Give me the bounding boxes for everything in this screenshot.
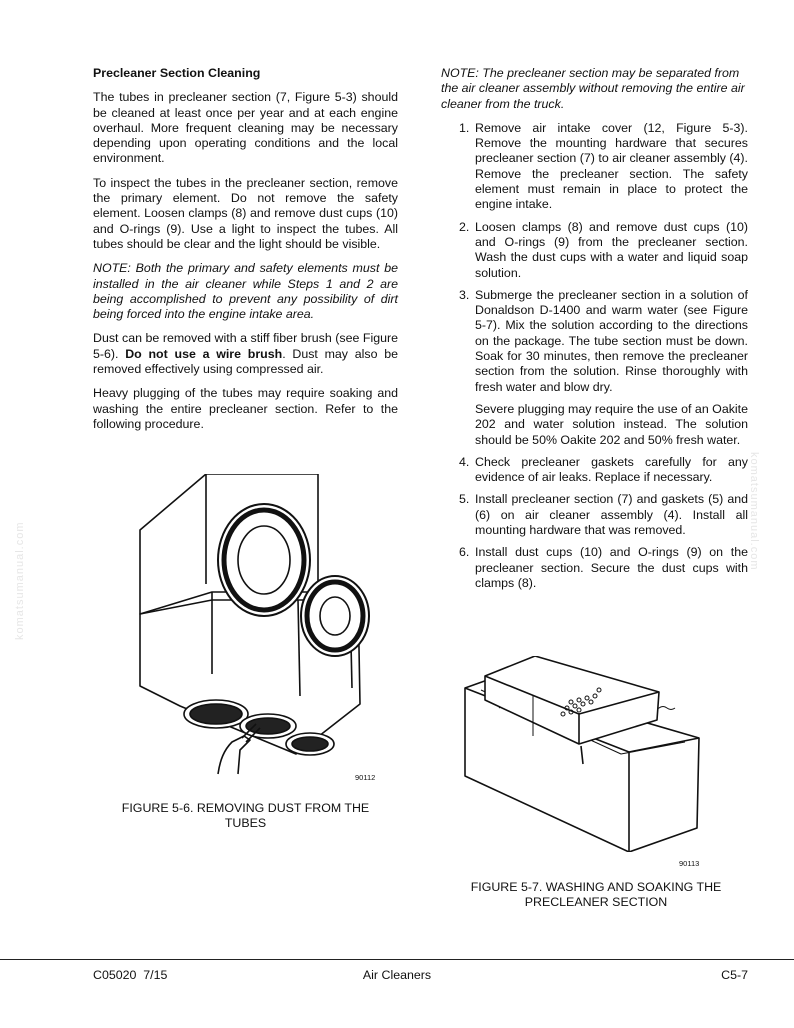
paragraph-inspect: To inspect the tubes in the precleaner section, remove the primary element. Do not remove the safety element. Loosen clamps (8) and remove dust cups (10) and O-rings (9). Use a light to inspect the tubes. All tubes should be clear and the light should be visible. [93, 175, 398, 251]
figure-5-6-caption [93, 801, 398, 831]
step-text: Remove air intake cover (12, Figure 5-3). Remove the mounting hardware that secures precleaner section (7) to air cleaner assembly (4). Remove the precleaner section. The safety element must remain in place to protect the engine intake. [475, 120, 748, 212]
section-heading: Precleaner Section Cleaning [93, 66, 261, 80]
large-intake-ring [218, 504, 310, 616]
step-number: 6. [459, 545, 470, 560]
paragraph-intro: The tubes in precleaner section (7, Figure 5-3) should be cleaned at least once per year and at each engine overhaul. More frequent cleaning may be necessary depending upon operating conditions and the local environment. [93, 90, 398, 166]
step-number: 4. [459, 454, 470, 469]
step-3-extra: Severe plugging may require the use of an Oakite 202 and water solution instead. The solution should be 50% Oakite 202 and 50% fresh water. [475, 401, 748, 447]
caption-line: FIGURE 5-7. WASHING AND SOAKING THE [470, 880, 722, 894]
step-number: 3. [459, 287, 470, 302]
caption-line: PRECLEANER SECTION [524, 895, 668, 909]
left-column [93, 66, 398, 441]
step-text: Submerge the precleaner section in a solution of Donaldson D-1400 and warm water (see Figure 5-7). Mix the solution according to the directions on the package. The tube section must be down. Soak for 30 minutes, then remove the precleaner section from the solution. Rinse thoroughly with fresh water and blow dry. [475, 287, 748, 394]
step-item [441, 220, 748, 281]
watermark-right: komatsumanual.com [748, 452, 760, 571]
right-column [441, 66, 748, 598]
footer-chapter-title: Air Cleaners [362, 968, 432, 982]
figure-5-7-caption [441, 880, 751, 910]
procedure-steps [441, 121, 748, 395]
step-text: Install precleaner section (7) and gaskets (5) and (6) on air cleaner assembly (4). Install all mounting hardware that was removed. [475, 492, 748, 538]
step-number: 5. [459, 492, 470, 507]
footer-rule [0, 959, 794, 960]
caption-line: TUBES [224, 816, 267, 830]
note-separate: NOTE: The precleaner section may be separated from the air cleaner assembly without removing the entire air cleaner from the truck. [441, 66, 745, 111]
step-item [441, 288, 748, 395]
figure-5-6-code: 90112 [355, 773, 376, 782]
step-number: 1. [459, 120, 470, 135]
caption-line: FIGURE 5-6. REMOVING DUST FROM THE [121, 801, 370, 815]
step-text: Install dust cups (10) and O-rings (9) on the precleaner section. Secure the dust cups with clamps (8). [475, 545, 748, 590]
paragraph-heavy-plugging: Heavy plugging of the tubes may require soaking and washing the entire precleaner section. Refer to the following procedure. [93, 386, 398, 431]
figure-5-6-illustration [128, 474, 390, 780]
watermark-left: komatsumanual.com [14, 521, 26, 640]
step-item [441, 492, 748, 538]
step-text: Check precleaner gaskets carefully for any evidence of air leaks. Replace if necessary. [475, 454, 748, 485]
step-item [441, 455, 748, 486]
footer-doc-number: C05020 7/15 [93, 968, 168, 982]
paragraph-brush [93, 331, 398, 377]
step-text: Loosen clamps (8) and remove dust cups (10) and O-rings (9) from the precleaner section. Wash the dust cups with a water and liquid soap solution. [475, 219, 748, 280]
figure-5-7-code: 90113 [679, 859, 700, 868]
brush-text-after: . Dust may also be removed effectively using compressed air. [93, 346, 398, 377]
step-item [441, 545, 748, 591]
footer-page-number: C5-7 [721, 968, 748, 982]
step-number: 2. [459, 219, 470, 234]
procedure-steps-continued [441, 455, 748, 591]
small-intake-ring [301, 576, 369, 656]
brush-text-before: Dust can be removed with a stiff fiber brush (see Figure 5-6). [93, 331, 398, 361]
step-item [441, 121, 748, 213]
wire-brush-warning: Do not use a wire brush [125, 346, 283, 361]
figure-5-7-illustration [463, 656, 709, 852]
note-elements: NOTE: Both the primary and safety elements must be installed in the air cleaner while Steps 1 and 2 are being accomplished to prevent any possibility of dirt being forced into the engine intake area. [93, 261, 398, 322]
